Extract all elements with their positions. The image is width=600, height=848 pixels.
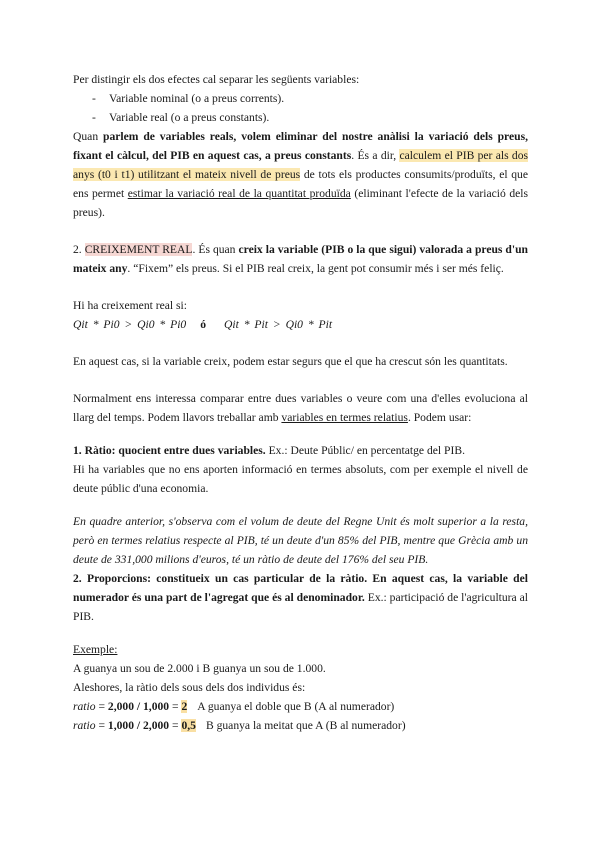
underlined-text: variables en termes relatius bbox=[281, 411, 408, 424]
ratio-value: 0,5 bbox=[181, 719, 196, 732]
ratio-value: 2 bbox=[181, 700, 188, 713]
highlighted-text: calculem el PIB per als dos anys (t0 i t1) utilitzant el mateix nivell de preus bbox=[73, 149, 529, 181]
section-2-paragraph: 2. CREIXEMENT REAL. És quan creix la variable (PIB o la que sigui) valorada a preus d'un mateix any. “Fixem” els preus. Si el PIB real creix, la gent pot consumir més i ser més feliç. bbox=[73, 243, 528, 275]
example-title: Exemple: bbox=[73, 643, 118, 656]
list-item: - Variable nominal (o a preus corrents). bbox=[92, 89, 528, 108]
intro-line: Per distingir els dos efectes cal separar les següents variables: bbox=[73, 73, 360, 86]
bold-text: creix la variable (PIB o la que sigui) valorada a preus d'un mateix any bbox=[73, 243, 528, 275]
proportions-paragraph: 2. Proporcions: constitueix un cas particular de la ràtio. En aquest cas, la variable del numerador és una part de l'agregat que és al denominador. Ex.: participació de l'agricultura al PIB. bbox=[73, 572, 528, 623]
underlined-text: estimar la variació real de la quantitat produïda bbox=[127, 187, 351, 200]
variables-list bbox=[73, 89, 528, 127]
list-item: - Variable real (o a preus constants). bbox=[92, 108, 528, 127]
ratio-row: ratio = 2,000 / 1,000 = 2 A guanya el doble que B (A al numerador) bbox=[73, 700, 395, 713]
bold-text: 1. Ràtio: quocient entre dues variables. bbox=[73, 444, 266, 457]
bold-text: 2. Proporcions: constitueix un cas particular de la ràtio. En aquest cas, la variable del numerador és una part de l'agregat que és al denominador. bbox=[73, 572, 528, 604]
document-page bbox=[73, 70, 528, 735]
ratio-explanation: Hi ha variables que no ens aporten informació en termes absoluts, com per exemple el nivell de deute públic d'una economia. bbox=[73, 463, 528, 495]
ratio-row: ratio = 1,000 / 2,000 = 0,5 B guanya la meitat que A (B al numerador) bbox=[73, 719, 406, 732]
ratio-paragraph: 1. Ràtio: quocient entre dues variables. Ex.: Deute Públic/ en percentatge del PIB. bbox=[73, 444, 465, 457]
bold-text: parlem de variables reals, volem eliminar del nostre anàlisi la variació dels preus, fixant el càlcul, del PIB en aquest cas, a preus constants bbox=[73, 130, 528, 162]
example-line: Aleshores, la ràtio dels sous dels dos individus és: bbox=[73, 681, 306, 694]
growth-formula: Qit * Pi0 > Qi0 * Pi0 ó Qit * Pit > Qi0 * Pit bbox=[73, 318, 333, 331]
quantities-paragraph: En aquest cas, si la variable creix, podem estar segurs que el que ha crescut són les quantitats. bbox=[73, 355, 508, 368]
section-title-highlighted: CREIXEMENT REAL bbox=[84, 243, 193, 256]
example-line: A guanya un sou de 2.000 i B guanya un sou de 1.000. bbox=[73, 662, 326, 675]
compare-paragraph: Normalment ens interessa comparar entre dues variables o veure com una d'elles evoluciona al llarg del temps. Podem llavors treballar amb variables en termes relatius. Podem usar: bbox=[73, 392, 528, 424]
growth-condition-label: Hi ha creixement real si: bbox=[73, 299, 187, 312]
italic-paragraph: En quadre anterior, s'observa com el volum de deute del Regne Unit és molt superior a la resta, però en termes relatius respecte al PIB, té un deute d'un 85% del PIB, mentre que Grècia amb un deute de 331,000 milions d'euros, té un ràtio de deute del 176% del seu PIB. bbox=[73, 515, 528, 566]
real-variables-paragraph: Quan parlem de variables reals, volem eliminar del nostre anàlisi la variació dels preus, fixant el càlcul, del PIB en aquest cas, a preus constants. És a dir, calculem el PIB per als dos anys (t0 i t1) utilitzant el mateix nivell de preus de tots els productes consumits/produïts, el que ens permet estimar la variació real de la quantitat produïda (eliminant l'efecte de la variació dels preus). bbox=[73, 130, 529, 219]
